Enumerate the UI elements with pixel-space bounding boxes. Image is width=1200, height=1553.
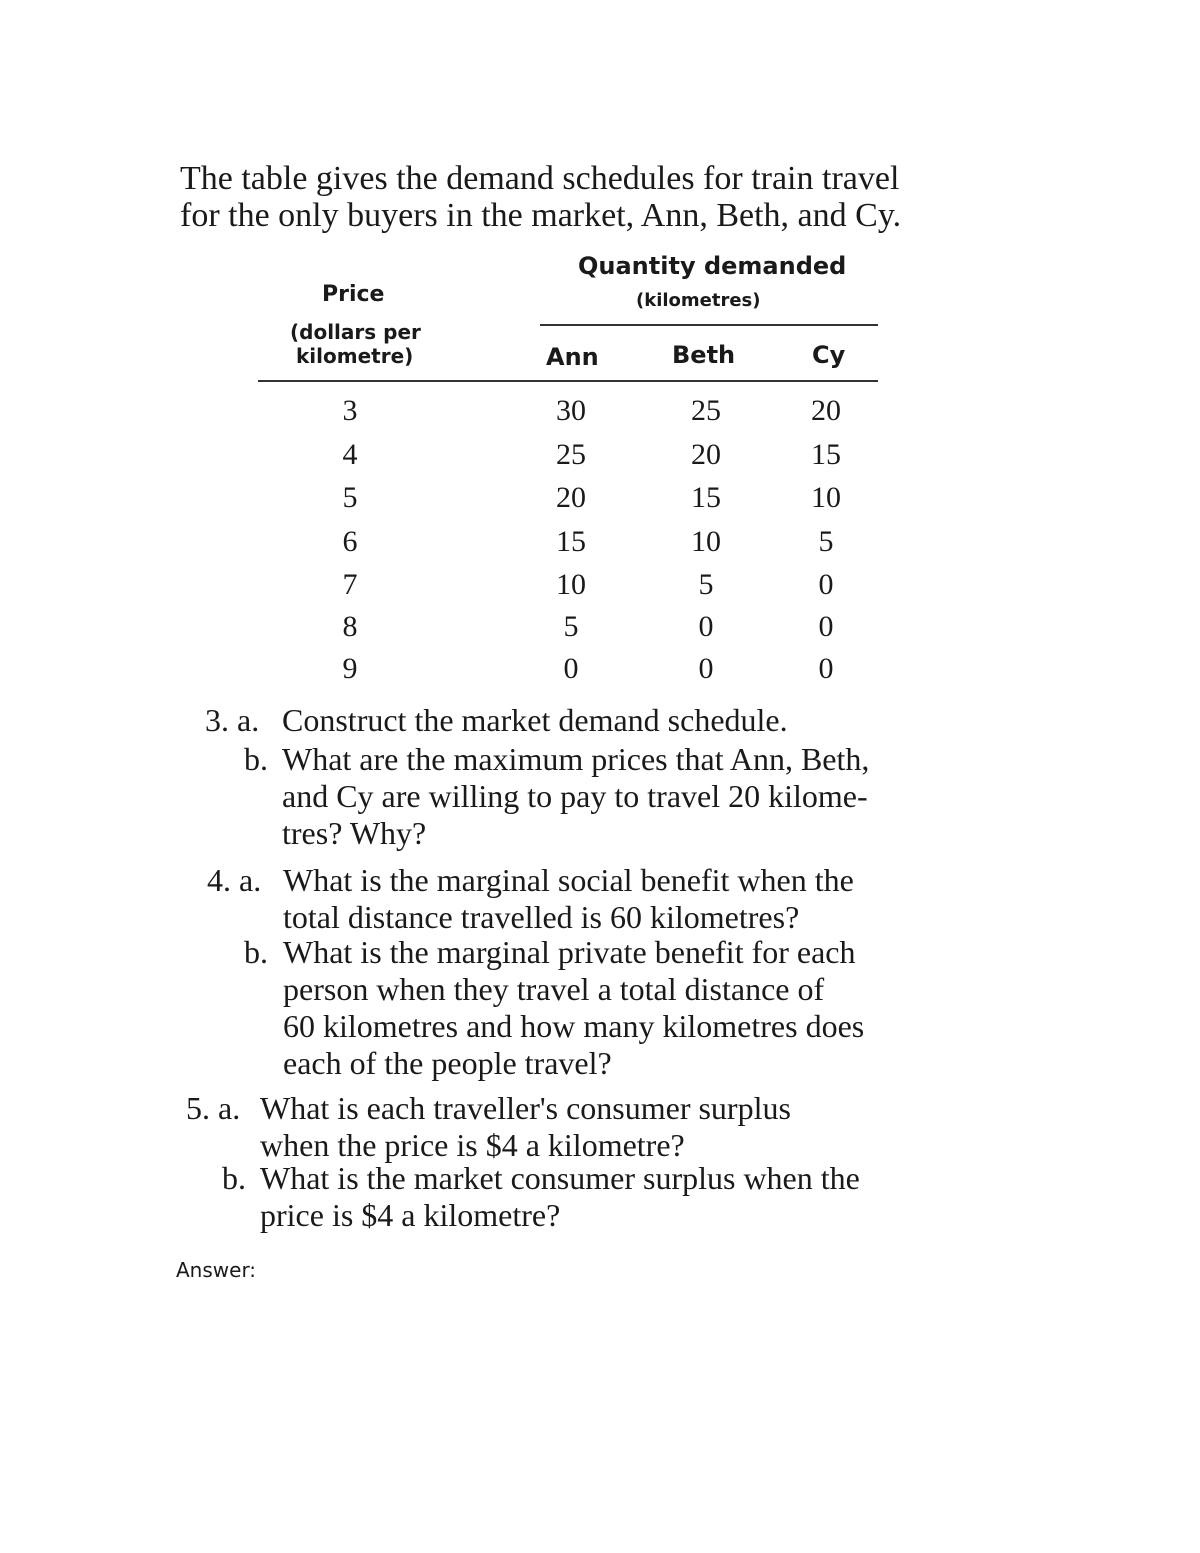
question-text bbox=[283, 862, 854, 936]
beth-cell: 25 bbox=[691, 394, 721, 427]
column-header-cy: Cy bbox=[812, 341, 846, 369]
cy-cell: 0 bbox=[818, 652, 834, 685]
question-line: What is the marginal private benefit for each bbox=[283, 934, 856, 970]
question-text bbox=[282, 702, 788, 739]
question-text bbox=[282, 741, 869, 852]
price-unit-header: (dollars per bbox=[290, 320, 421, 344]
question-sub-label: b. bbox=[244, 741, 268, 777]
quantity-unit-header: (kilometres) bbox=[636, 290, 761, 311]
price-cell: 6 bbox=[342, 525, 358, 558]
question-line: What is the marginal social benefit when the bbox=[283, 862, 854, 898]
cy-cell: 20 bbox=[811, 394, 841, 427]
ann-cell: 15 bbox=[556, 525, 586, 558]
question-line: What is the market consumer surplus when the bbox=[260, 1160, 860, 1196]
intro-paragraph bbox=[180, 160, 900, 234]
beth-cell: 20 bbox=[691, 438, 721, 471]
ann-cell: 20 bbox=[556, 481, 586, 514]
cy-cell: 5 bbox=[818, 525, 834, 558]
beth-cell: 10 bbox=[691, 525, 721, 558]
ann-cell: 25 bbox=[556, 438, 586, 471]
price-cell: 9 bbox=[342, 652, 358, 685]
question-line: What are the maximum prices that Ann, Beth, bbox=[282, 741, 870, 777]
question-line: total distance travelled is 60 kilometres? bbox=[283, 899, 800, 935]
quantity-demanded-header: Quantity demanded bbox=[578, 252, 847, 280]
price-cell: 3 bbox=[342, 394, 358, 427]
beth-cell: 15 bbox=[691, 481, 721, 514]
ann-cell: 10 bbox=[556, 568, 586, 601]
ann-cell: 5 bbox=[563, 610, 579, 643]
price-cell: 7 bbox=[342, 568, 358, 601]
price-header: Price bbox=[322, 282, 385, 307]
price-cell: 4 bbox=[342, 438, 358, 471]
question-line: and Cy are willing to pay to travel 20 kilome- bbox=[282, 778, 868, 814]
question-text bbox=[260, 1160, 860, 1234]
question-number: 3. a. bbox=[205, 702, 260, 738]
question-line: 60 kilometres and how many kilometres does bbox=[283, 1008, 865, 1044]
question-line: tres? Why? bbox=[282, 815, 427, 851]
cy-cell: 0 bbox=[818, 568, 834, 601]
question-line: price is $4 a kilometre? bbox=[260, 1197, 561, 1233]
question-line: when the price is $4 a kilometre? bbox=[260, 1127, 685, 1163]
question-number: 4. a. bbox=[207, 862, 262, 898]
ann-cell: 0 bbox=[563, 652, 579, 685]
beth-cell: 5 bbox=[698, 568, 714, 601]
question-line: What is each traveller's consumer surplus bbox=[260, 1090, 791, 1126]
cy-cell: 15 bbox=[811, 438, 841, 471]
ann-cell: 30 bbox=[556, 394, 586, 427]
question-text bbox=[260, 1090, 791, 1164]
cy-cell: 0 bbox=[818, 610, 834, 643]
question-line: Construct the market demand schedule. bbox=[282, 702, 788, 738]
group-header-rule bbox=[540, 324, 878, 326]
price-cell: 5 bbox=[342, 481, 358, 514]
question-line: each of the people travel? bbox=[283, 1045, 612, 1081]
question-sub-label: b. bbox=[222, 1160, 246, 1196]
column-header-ann: Ann bbox=[546, 343, 599, 371]
intro-line: The table gives the demand schedules for train travel bbox=[180, 160, 900, 197]
header-bottom-rule bbox=[258, 380, 878, 382]
cy-cell: 10 bbox=[811, 481, 841, 514]
beth-cell: 0 bbox=[698, 610, 714, 643]
question-sub-label: b. bbox=[244, 934, 268, 970]
beth-cell: 0 bbox=[698, 652, 714, 685]
question-line: person when they travel a total distance of bbox=[283, 971, 825, 1007]
intro-line: for the only buyers in the market, Ann, Beth, and Cy. bbox=[180, 197, 902, 234]
question-number: 5. a. bbox=[186, 1090, 241, 1126]
column-header-beth: Beth bbox=[672, 341, 736, 369]
answer-label: Answer: bbox=[176, 1258, 257, 1282]
price-unit-header: kilometre) bbox=[296, 344, 414, 368]
price-cell: 8 bbox=[342, 610, 358, 643]
question-text bbox=[283, 934, 864, 1082]
